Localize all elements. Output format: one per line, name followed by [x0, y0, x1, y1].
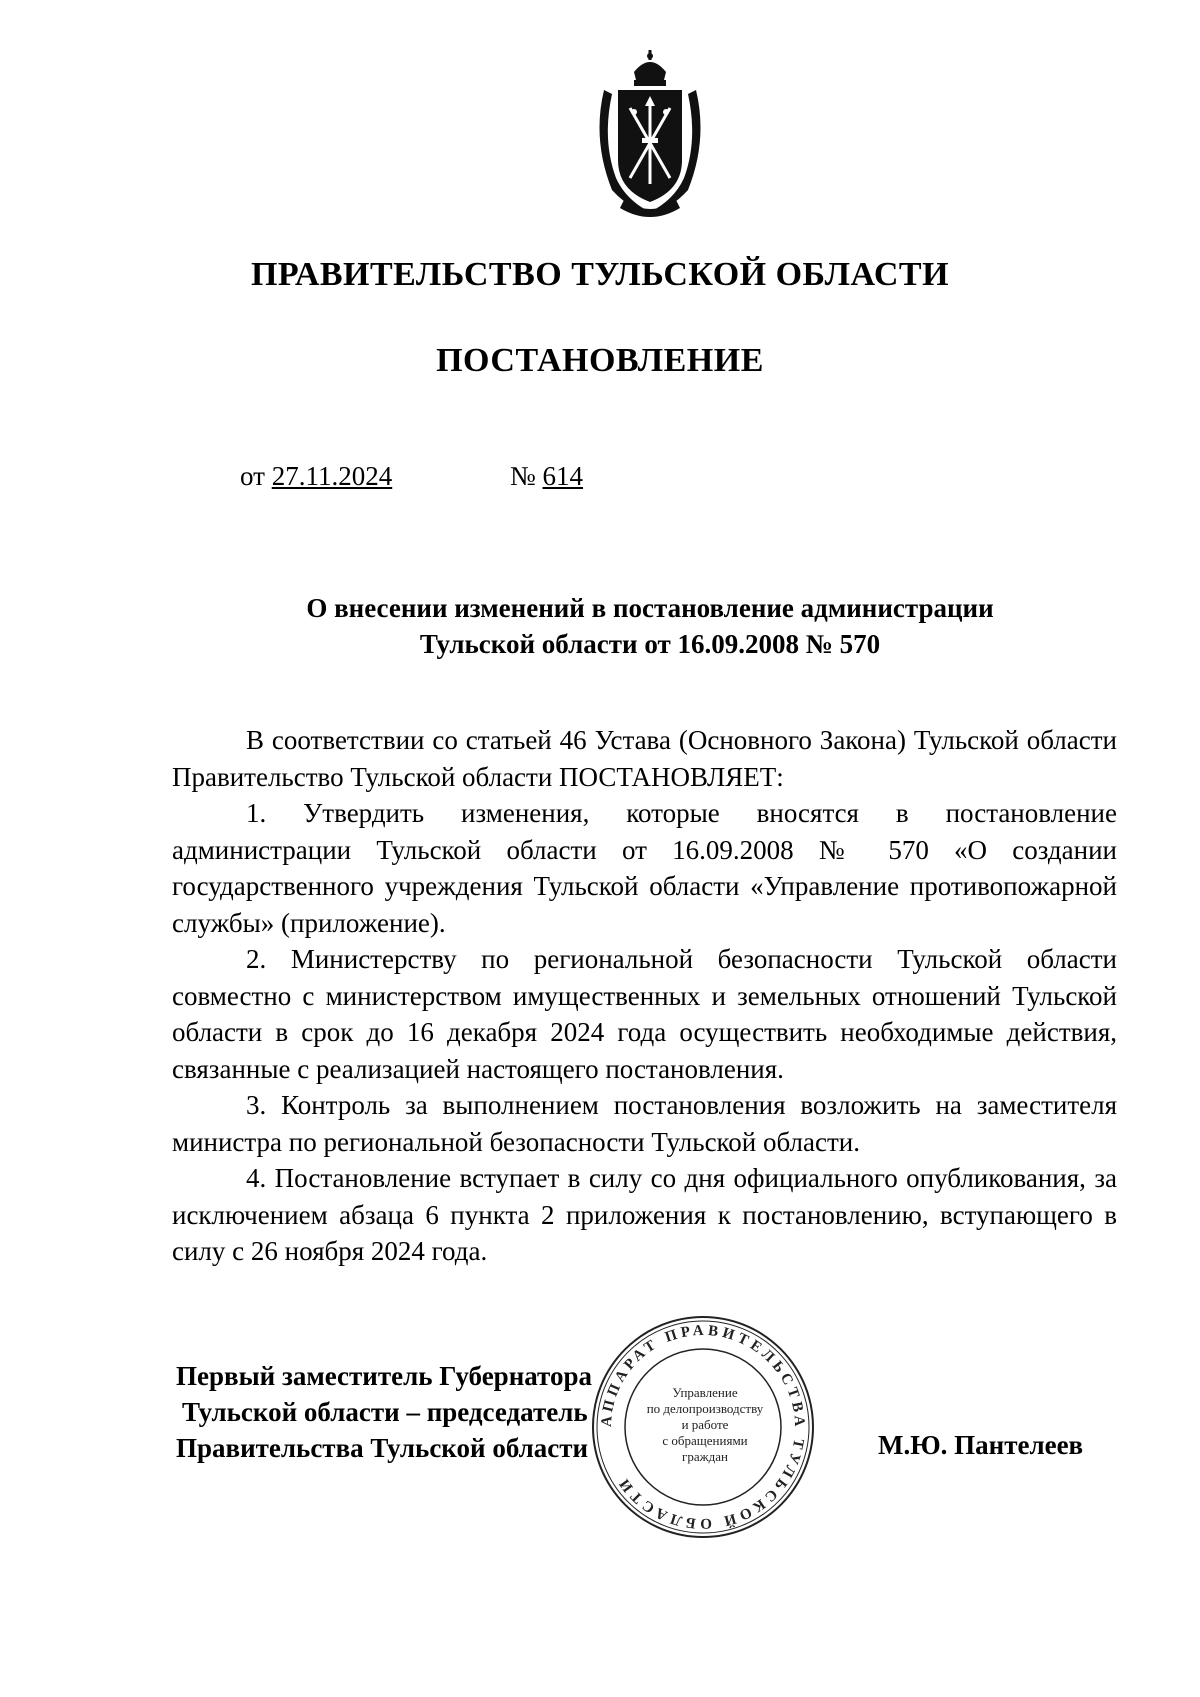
signer-position [176, 1358, 592, 1466]
signer-position-line: Первый заместитель Губернатора [176, 1361, 592, 1391]
stamp-inner-line: граждан [682, 1449, 728, 1464]
stamp-inner-line: и работе [681, 1417, 729, 1432]
body-paragraph: 4. Постановление вступает в силу со дня официального опубликования, за исключением абзаца 6 пункта 2 приложения к постановлению, вступающего в силу с 26 ноября 2024 года. [172, 1163, 1117, 1266]
body-paragraph: 1. Утвердить изменения, которые вносятся в постановление администрации Тульской области от 16.09.2008 № 570 «О создании государственного учреждения Тульской области «Управление противопожарной службы» (приложение). [172, 798, 1117, 938]
subject-line: Тульской области от 16.09.2008 № 570 [419, 629, 881, 659]
document-body [172, 722, 1117, 1270]
stamp-inner-line: Управление [672, 1385, 738, 1400]
government-title: ПРАВИТЕЛЬСТВО ТУЛЬСКОЙ ОБЛАСТИ [250, 256, 950, 293]
body-paragraph: 3. Контроль за выполнением постановления возложить на заместителя министра по региональной безопасности Тульской области. [172, 1090, 1117, 1157]
document-subject [170, 590, 1130, 662]
signer-position-line: Правительства Тульской области [176, 1433, 589, 1463]
date-line [240, 461, 392, 492]
stamp-inner-line: с обращениями [662, 1433, 748, 1448]
body-paragraph: В соответствии со статьей 46 Устава (Основного Закона) Тульской области Правительство Тульской области ПОСТАНОВЛЯЕТ: [172, 725, 1117, 792]
signer-position-line: Тульской области – председатель [182, 1397, 588, 1427]
signer-name: М.Ю. Пантелеев [878, 1430, 1084, 1460]
stamp-inner-line: по делопроизводству [646, 1401, 764, 1416]
document-date: 27.11.2024 [271, 461, 393, 491]
body-paragraph: 2. Министерству по региональной безопасности Тульской области совместно с министерством имущественных и земельных отношений Тульской области в срок до 16 декабря 2024 года осуществить необходимые действия, связанные с реализацией настоящего постановления. [172, 944, 1117, 1084]
stamp-ring-text: АППАРАТ ПРАВИТЕЛЬСТВА ТУЛЬСКОЙ ОБЛАСТИ [598, 1322, 808, 1532]
stamp-inner-text [625, 1385, 785, 1465]
document-type: ПОСТАНОВЛЕНИЕ [436, 342, 764, 379]
subject-line: О внесении изменений в постановление администрации [306, 593, 994, 623]
coat-of-arms-icon [590, 50, 710, 220]
number-line [510, 461, 583, 492]
date-prefix: от [240, 461, 265, 491]
number-prefix: № [510, 461, 536, 491]
document-number: 614 [542, 461, 584, 491]
